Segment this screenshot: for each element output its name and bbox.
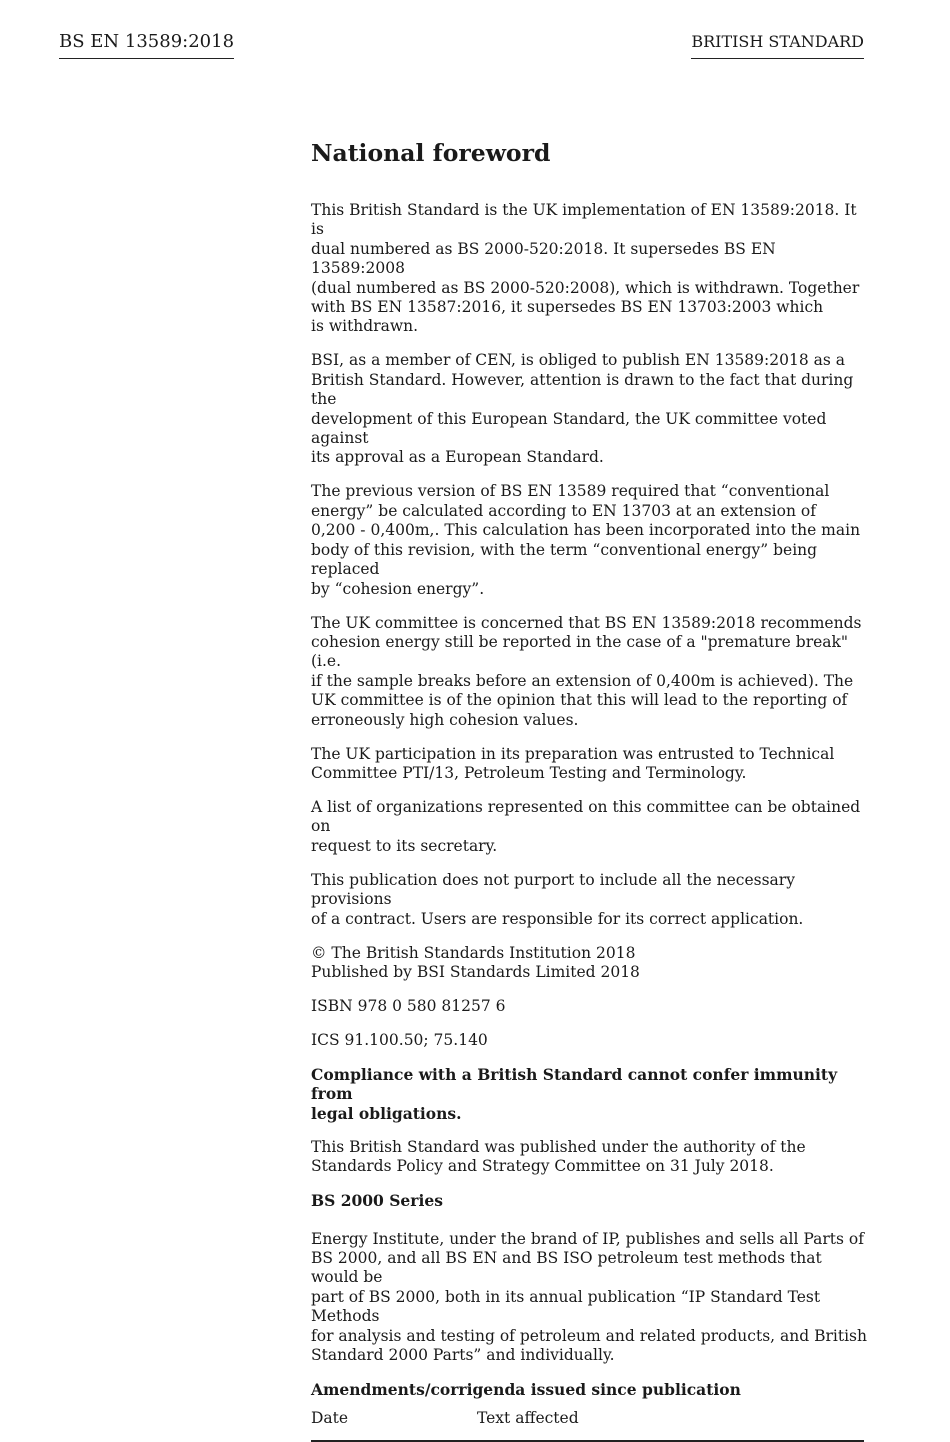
series-heading: BS 2000 Series — [311, 1191, 443, 1211]
isbn: ISBN 978 0 580 81257 6 — [311, 996, 506, 1015]
paragraph-cen-obligation: BSI, as a member of CEN, is obliged to publish EN 13589:2018 as a British Standard. However, attention is drawn to the fact that during the development of this European Standard, the UK committee voted against its approval as a European Standard. — [311, 351, 854, 467]
paragraph-previous-version: The previous version of BS EN 13589 required that “conventional energy” be calculated according to EN 13703 at an extension of 0,200 - 0,400m,. This calculation has been incorporated into the main body of this revision, with the term “conventional energy” being replaced by “cohesion energy”. — [311, 482, 861, 598]
paragraph-organizations: A list of organizations represented on this committee can be obtained on request to its secretary. — [311, 797, 861, 855]
document-number: BS EN 13589:2018 — [59, 30, 234, 59]
amendments-table-header — [311, 1409, 864, 1441]
copyright-notice: © The British Standards Institution 2018 Published by BSI Standards Limited 2018 — [311, 943, 640, 981]
authority-statement: This British Standard was published under the authority of the Standards Policy and Strategy Committee on 31 July 2018. — [311, 1137, 806, 1176]
paragraph-committee-concern: The UK committee is concerned that BS EN 13589:2018 recommends cohesion energy still be reported in the case of a "premature break" (i.e. if the sample breaks before an extension of 0,400m is achieved). The UK committee is of the opinion that this will lead to the reporting of erroneously high cohesion values. — [311, 613, 862, 729]
ics-codes: ICS 91.100.50; 75.140 — [311, 1030, 488, 1049]
paragraph-implementation: This British Standard is the UK implementation of EN 13589:2018. It is dual numbered as BS 2000-520:2018. It supersedes BS EN 13589:2008 (dual numbered as BS 2000-520:2008), which is withdrawn. Together with BS EN 13587:2016, it supersedes BS EN 13703:2003 which is withdrawn. — [311, 201, 860, 336]
paragraph-participation: The UK participation in its preparation was entrusted to Technical Committee PTI/13, Petroleum Testing and Terminology. — [311, 744, 835, 782]
column-text-affected: Text affected — [477, 1409, 579, 1428]
series-text: Energy Institute, under the brand of IP, publishes and sells all Parts of BS 2000, and all BS EN and BS ISO petroleum test methods that would be part of BS 2000, both in its annual publication “IP Standard Test Methods for analysis and testing of petroleum and related products, and British Standard 2000 Parts” and individually. — [311, 1229, 867, 1365]
foreword-column — [311, 138, 871, 1442]
document-type: BRITISH STANDARD — [691, 30, 864, 59]
amendments-heading: Amendments/corrigenda issued since publication — [311, 1380, 741, 1400]
compliance-notice: Compliance with a British Standard cannot confer immunity from legal obligations. — [311, 1064, 838, 1123]
paragraph-provisions: This publication does not purport to include all the necessary provisions of a contract. Users are responsible for its correct application. — [311, 870, 804, 928]
column-date: Date — [311, 1409, 349, 1428]
page-title: National foreword — [311, 139, 551, 167]
